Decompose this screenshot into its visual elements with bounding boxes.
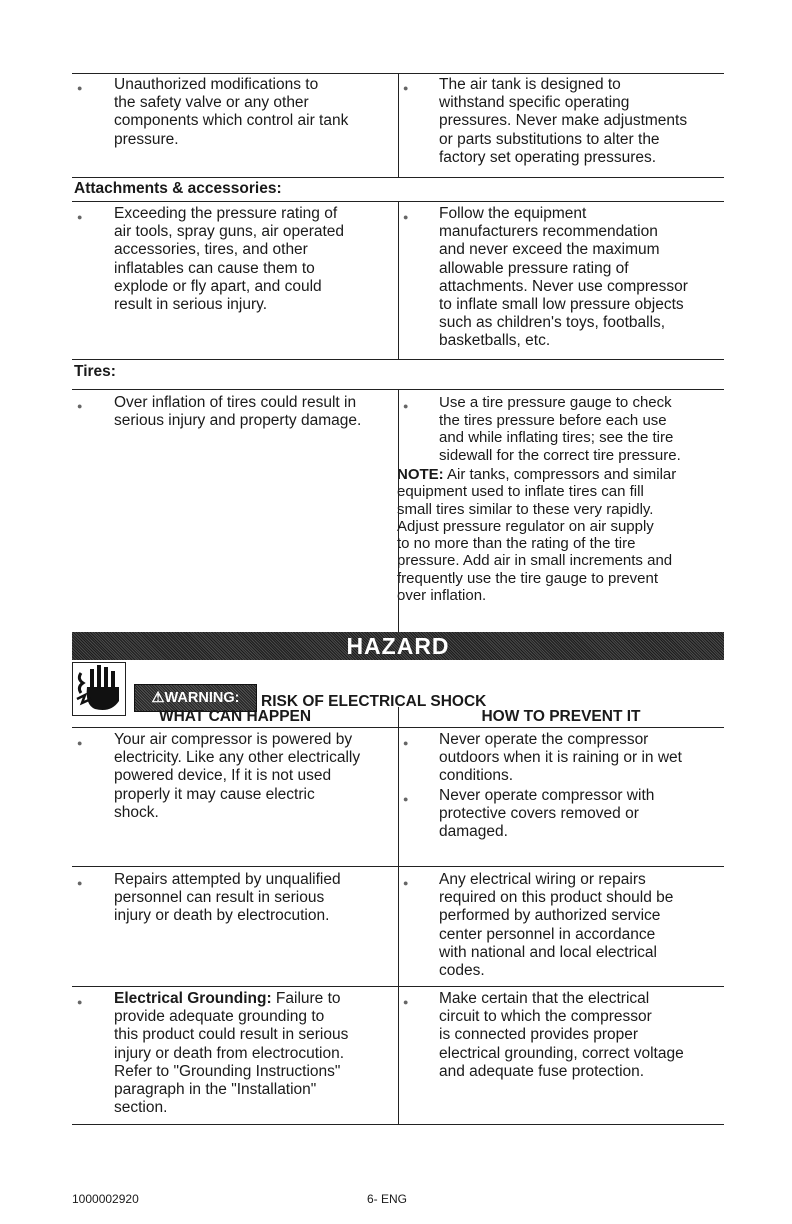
doc-number: 1000002920 — [72, 1192, 139, 1206]
col-how-to-prevent: HOW TO PREVENT IT — [481, 708, 641, 725]
bullet — [403, 397, 408, 412]
warning-label: ⚠WARNING: — [134, 684, 257, 712]
tank-prevent: The air tank is designed to withstand specific operating pressures. Never make adjustments or parts substitutions to alter the factory set operating pressures. — [439, 76, 688, 166]
shock-power-warning: Your air compressor is powered by electricity. Like any other electrically powered device, If it is not used properly it may cause electric shock. — [114, 731, 361, 821]
tires-note — [397, 466, 727, 604]
grounding-prevent: Make certain that the electrical circuit to which the compressor is connected provides proper electrical grounding, correct voltage and adequate fuse protection. — [439, 990, 684, 1080]
col-what-can-happen: WHAT CAN HAPPEN — [158, 708, 312, 725]
risk-title: RISK OF ELECTRICAL SHOCK — [261, 693, 487, 710]
repairs-warning: Repairs attempted by unqualified personnel can result in serious injury or death by electrocution. — [114, 871, 341, 925]
grounding-text: Failure to provide adequate grounding to this product could result in serious injury or death from electrocution. Refer to "Grounding Instructions" paragraph in the "Installation" section. — [114, 990, 349, 1117]
attachments-warning: Exceeding the pressure rating of air tools, spray guns, air operated accessories, tires, and other inflatables can cause them to explode or fly apart, and could result in serious injury. — [114, 205, 345, 314]
bullet — [403, 79, 408, 94]
shock-outdoor-prevent: Never operate the compressor outdoors when it is raining or in wet conditions. — [439, 731, 682, 785]
column-divider — [398, 707, 399, 1125]
rule — [72, 1124, 724, 1125]
tires-warning: Over inflation of tires could result in serious injury and property damage. — [114, 394, 362, 430]
bullet — [77, 874, 82, 889]
bullet — [403, 874, 408, 889]
bullet — [77, 993, 82, 1008]
grounding-label: Electrical Grounding: — [114, 990, 272, 1007]
shock-covers-prevent: Never operate compressor with protective covers removed or damaged. — [439, 787, 655, 841]
hazard-banner: HAZARD — [72, 632, 724, 660]
repairs-prevent: Any electrical wiring or repairs required on this product should be performed by authorized service center personnel in accordance with national and local electrical codes. — [439, 871, 674, 980]
column-divider — [398, 201, 399, 359]
bullet — [403, 993, 408, 1008]
note-label: NOTE: — [397, 466, 444, 483]
column-divider — [398, 389, 399, 632]
tires-prevent: Use a tire pressure gauge to check the tires pressure before each use and while inflating tires; see the tire sidewall for the correct tire pressure. — [439, 394, 681, 464]
rule — [72, 986, 724, 987]
tires-heading: Tires: — [74, 363, 116, 380]
bullet — [403, 790, 408, 805]
bullet — [77, 208, 82, 223]
column-divider — [398, 73, 399, 177]
grounding-warning — [114, 990, 348, 1117]
bullet — [403, 734, 408, 749]
rule — [72, 177, 724, 178]
bullet — [77, 734, 82, 749]
page-number: 6- ENG — [367, 1192, 408, 1206]
attachments-heading: Attachments & accessories: — [74, 180, 282, 197]
bullet — [403, 208, 408, 223]
note-text: Air tanks, compressors and similar equipment used to inflate tires can fill small tires similar to these very rapidly. Adjust pressure regulator on air supply to no more than the rating of the tire pressure. Add air in small increments and frequently use the tire gauge to prevent over inflation. — [397, 466, 677, 605]
tank-mod-warning: Unauthorized modifications to the safety valve or any other components which control air tank pressure. — [114, 76, 349, 148]
rule — [72, 359, 724, 360]
bullet — [77, 397, 82, 412]
bullet — [77, 79, 82, 94]
rule — [72, 866, 724, 867]
attachments-prevent: Follow the equipment manufacturers recommendation and never exceed the maximum allowable pressure rating of attachments. Never use compressor to inflate small low pressure objects such as children's toys, footballs, basketballs, etc. — [439, 205, 688, 350]
